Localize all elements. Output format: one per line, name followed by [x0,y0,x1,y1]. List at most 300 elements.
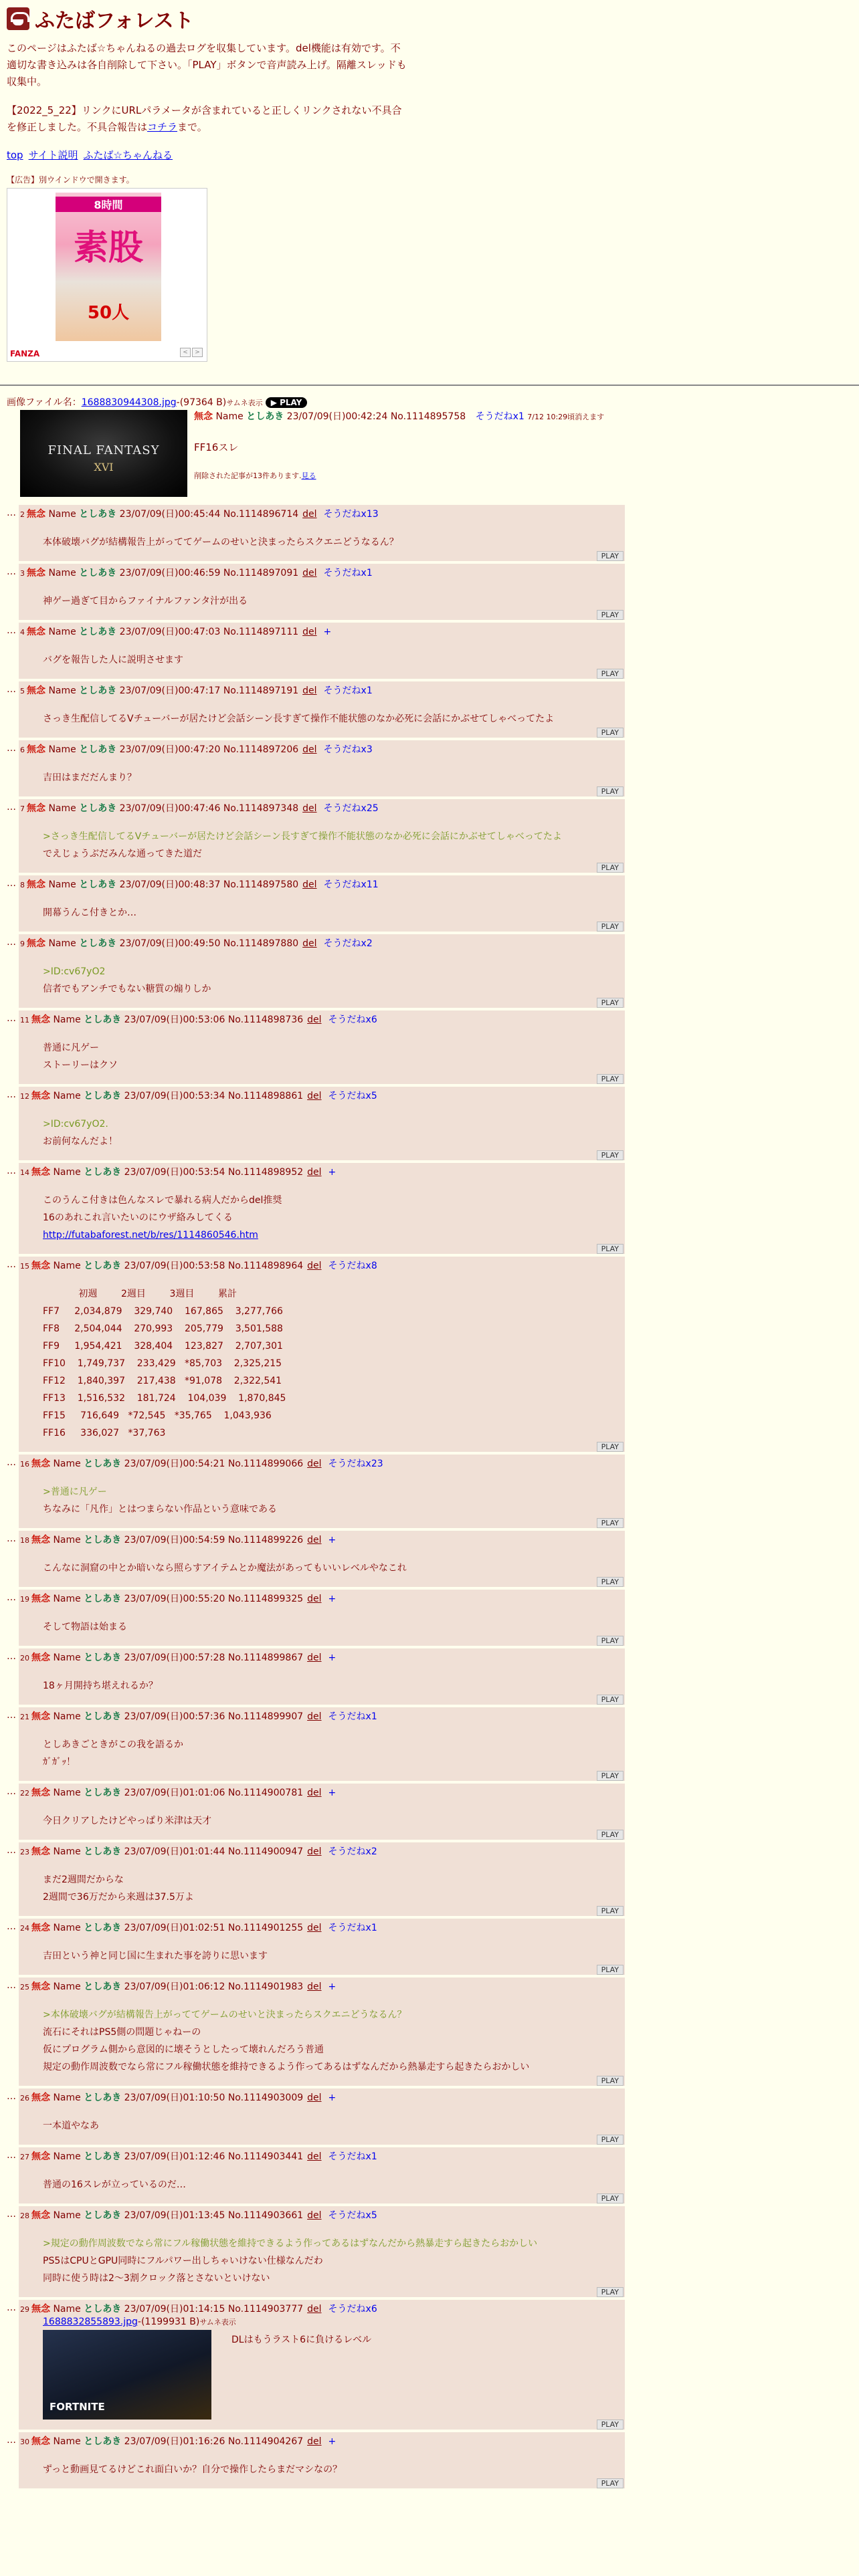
reply-text [43,769,624,786]
reply-text [43,1677,624,1695]
reply-play-row [20,610,624,620]
reply-del-link[interactable]: del [307,2092,322,2103]
reply-play-row [20,922,624,932]
reply-text [43,2176,624,2193]
reply-play-button[interactable]: PLAY [597,669,624,679]
reply-name-label: Name [53,1981,81,1992]
reply-name: としあき [84,1091,122,1101]
reply-header [20,1786,624,1800]
reply-post [7,564,859,623]
reply-header [20,566,624,580]
site-title: ふたばフォレスト [35,9,194,33]
reply-name: としあき [79,744,117,755]
reply-del-link[interactable]: del [302,627,317,637]
reply-name: としあき [84,1535,122,1545]
reply-dots-icon: … [7,2091,15,2102]
reply-dots-icon: … [7,1457,15,1468]
reply-subject: 無念 [31,2092,50,2103]
reply-name-label: Name [53,1594,81,1604]
reply-number-index: 16 [20,1460,29,1469]
reply-subject: 無念 [27,744,45,755]
reply-quote: >ID:cv67yO2. [43,1119,108,1130]
reply-subject: 無念 [27,568,45,578]
op-datetime: 23/07/09(日)00:42:24 [286,411,388,422]
reply-play-button[interactable]: PLAY [597,1577,624,1587]
reply-datetime: 23/07/09(日)01:01:06 [124,1788,225,1798]
op-name: としあき [246,411,284,422]
op-file-line [7,395,859,409]
reply-play-button[interactable]: PLAY [597,1518,624,1528]
reply-play-row [20,2193,624,2204]
img-reply-thumbnail[interactable] [43,2330,211,2420]
op-thumb-subtitle: XVI [94,461,114,473]
reply-datetime: 23/07/09(日)00:48:37 [119,879,221,890]
reply-number-index: 30 [20,2438,29,2446]
reply-name-label: Name [53,1167,81,1178]
reply-post-number: No.1114900947 [227,1846,304,1857]
reply-del-link[interactable]: del [307,1652,322,1663]
reply-del-link[interactable]: del [307,1788,322,1798]
reply-sodane-button[interactable]: そうだねx25 [323,803,379,814]
reply-number-index: 27 [20,2153,29,2161]
op-subject: 無念 [194,411,213,422]
reply-post [7,1087,859,1163]
reply-del-link[interactable]: del [302,568,317,578]
reply-del-link[interactable]: del [307,1981,322,1992]
reply-header [20,508,624,522]
reply-post [7,799,859,875]
reply-box [19,934,625,1008]
reply-post [7,875,859,934]
reply-header [20,1710,624,1724]
reply-sodane-button[interactable]: そうだねx13 [323,509,379,520]
reply-sodane-button[interactable]: + [328,1535,337,1545]
reply-play-button[interactable]: PLAY [597,610,624,620]
reply-name: としあき [84,1981,122,1992]
reply-body: 普通に凡ゲー ストーリーはクソ [43,1043,118,1071]
reply-number-index: 12 [20,1092,29,1101]
reply-sodane-button[interactable]: そうだねx3 [323,744,373,755]
ad-cover-bottom-text: 50人 [87,303,130,323]
reply-name: としあき [79,509,117,520]
reply-del-link[interactable]: del [307,2304,322,2315]
reply-post-number: No.1114897111 [223,627,299,637]
reply-number-index: 22 [20,1789,29,1798]
reply-quote: >さっき生配信してるVチューバーが居たけど会話シーン長すぎて操作不能状態のなか必死に会話にかぶせてしゃべってたよ [43,831,562,842]
reply-play-button[interactable]: PLAY [597,1771,624,1781]
reply-body: 神ゲー過ぎて目からファイナルファンタ汁が出る [43,596,248,607]
reply-text [43,593,624,610]
reply-post [7,1977,859,2088]
reply-play-button[interactable]: PLAY [597,1965,624,1975]
reply-del-link[interactable]: del [307,1535,322,1545]
reply-play-row [20,2076,624,2086]
reply-text [43,2235,624,2287]
reply-play-button[interactable]: PLAY [597,1906,624,1916]
reply-body: 今日クリアしたけどやっぱり米津は天才 [43,1816,211,1826]
ad-cover-image[interactable] [56,193,161,341]
reply-body: まだ2週間だからな 2週間で36万だから来週は37.5万よ [43,1874,194,1903]
reply-play-button[interactable]: PLAY [597,2193,624,2204]
reply-play-row [20,1636,624,1646]
reply-name-label: Name [53,1711,81,1722]
reply-box [19,1087,625,1160]
reply-name: としあき [84,2436,122,2447]
reply-del-link[interactable]: del [302,879,317,890]
reply-post-number: No.1114897348 [223,803,299,814]
reply-name-label: Name [53,1535,81,1545]
reply-post-number: No.1114899325 [227,1594,304,1604]
reply-play-button[interactable]: PLAY [597,1244,624,1254]
img-reply-file-link[interactable]: 1688832855893.jpg [43,2317,138,2327]
op-number: No.1114895758 [390,411,466,422]
reply-dots-icon: … [7,1592,15,1603]
reply-name-label: Name [53,1091,81,1101]
reply-header [20,1089,624,1103]
reply-subject: 無念 [31,1091,50,1101]
reply-post [7,1707,859,1784]
reply-header [20,2302,624,2317]
reply-header [20,1980,624,1994]
reply-sodane-button[interactable]: そうだねx5 [328,1091,377,1101]
reply-header [20,1259,624,1273]
reply-dots-icon: … [7,1845,15,1856]
reply-name: としあき [84,1261,122,1271]
reply-number-index: 7 [20,804,25,813]
reply-play-button[interactable]: PLAY [597,786,624,796]
reply-name: としあき [84,1788,122,1798]
reply-datetime: 23/07/09(日)01:14:15 [124,2304,225,2315]
reply-number-index: 4 [20,628,25,637]
reply-sodane-button[interactable]: そうだねx1 [323,685,373,696]
ad-banner[interactable] [7,188,207,362]
op-name-label: Name [215,411,244,422]
reply-name-label: Name [48,879,76,890]
reply-text [43,1285,624,1442]
reply-post-number: No.1114899907 [227,1711,304,1722]
reply-sodane-button[interactable]: + [328,2092,337,2103]
reply-play-button[interactable]: PLAY [597,2076,624,2086]
reply-play-button[interactable]: PLAY [597,2135,624,2145]
reply-post [7,1648,859,1707]
op-file-link[interactable]: 1688830944308.jpg [81,397,177,408]
op-deleted-note [194,470,604,481]
reply-datetime: 23/07/09(日)01:06:12 [124,1981,225,1992]
op-file-size: -(97364 B) [176,397,227,408]
reply-post-number: No.1114901255 [227,1923,304,1933]
reply-sodane-button[interactable]: + [328,1981,337,1992]
reply-link[interactable]: http://futabaforest.net/b/res/1114860546.htm [43,1230,258,1241]
reply-play-button[interactable]: PLAY [597,1074,624,1084]
ad-next-icon[interactable]: > [192,348,203,357]
reply-subject: 無念 [27,803,45,814]
reply-sodane-button[interactable]: + [328,1594,337,1604]
reply-post [7,740,859,799]
op-sodane-button[interactable]: そうだねx1 [475,411,524,422]
reply-post-number: No.1114901983 [227,1981,304,1992]
reply-box [19,623,625,679]
reply-box [19,564,625,620]
notice-text: 【2022_5_22】リンクにURLパラメータが含まれていると正しくリンクされない不具合を修正しました。不具合報告は [7,104,402,133]
reply-box [19,505,625,561]
reply-del-link[interactable]: del [302,803,317,814]
reply-subject: 無念 [27,509,45,520]
reply-box [19,2147,625,2204]
reply-name: としあき [84,1167,122,1178]
op-thumb-note: サムネ表示 [226,399,263,407]
reply-post [7,1919,859,1977]
reply-del-link[interactable]: del [302,938,317,949]
reply-datetime: 23/07/09(日)00:54:59 [124,1535,225,1545]
reply-play-button[interactable]: PLAY [597,2420,624,2430]
reply-number-index: 15 [20,1262,29,1271]
reply-dots-icon: … [7,1533,15,1544]
reply-datetime: 23/07/09(日)01:12:46 [124,2151,225,2162]
reply-del-link[interactable]: del [307,1846,322,1857]
reply-subject: 無念 [27,938,45,949]
reply-header [20,1592,624,1606]
reply-name: としあき [84,1711,122,1722]
reply-sodane-button[interactable]: そうだねx1 [328,2151,377,2162]
reply-post [7,1455,859,1531]
reply-name: としあき [84,2151,122,2162]
reply-sodane-button[interactable]: そうだねx2 [323,938,373,949]
reply-header [20,1166,624,1180]
reply-post-number: No.1114900781 [227,1788,304,1798]
reply-datetime: 23/07/09(日)00:53:54 [124,1167,225,1178]
reply-play-button[interactable]: PLAY [597,863,624,873]
reply-post-number: No.1114897091 [223,568,299,578]
reply-sodane-button[interactable]: + [328,2436,337,2447]
reply-post-number: No.1114898736 [227,1014,304,1025]
reply-play-button[interactable]: PLAY [597,1636,624,1646]
reply-sodane-button[interactable]: そうだねx11 [323,879,379,890]
reply-header [20,625,624,639]
reply-subject: 無念 [31,1711,50,1722]
reply-quote: >本体破壊バグが結構報告上がっててゲームのせいと決まったらスクエニどうなるん？ [43,2010,407,2020]
site-title-row [7,4,852,33]
reply-post [7,2432,859,2491]
img-reply-thumb-note: サムネ表示 [199,2318,236,2327]
reply-datetime: 23/07/09(日)01:13:45 [124,2210,225,2221]
nav-futaba-link[interactable]: ふたば☆ちゃんねる [83,149,173,161]
reply-play-button[interactable]: PLAY [597,1442,624,1452]
reply-text [43,2006,624,2076]
reply-box [19,1919,625,1975]
op-thumbnail[interactable] [20,410,187,497]
reply-post-number: No.1114899226 [227,1535,304,1545]
reply-play-row [20,1442,624,1452]
reply-box [19,1842,625,1916]
reply-text [43,1115,624,1150]
reply-name-label: Name [53,1846,81,1857]
reply-sodane-button[interactable]: そうだねx23 [328,1459,383,1469]
reply-sodane-button[interactable]: そうだねx1 [328,1923,377,1933]
reply-text [43,1618,624,1636]
op-file-play-button[interactable]: ▶ PLAY [266,397,308,408]
op-play-label: PLAY [280,398,302,407]
reply-body: 18ヶ月開持ち堪えれるか？ [43,1681,158,1691]
futaba-logo-icon [7,7,29,30]
nav-top-link[interactable]: top [7,149,23,161]
img-reply-thumb-text: FORTNITE [50,2401,105,2413]
reply-number-index: 18 [20,1536,29,1545]
reply-sodane-button[interactable]: そうだねx6 [328,2304,377,2315]
reply-del-link[interactable]: del [307,1459,322,1469]
reply-body: お前何なんだよ！ [43,1136,118,1147]
reply-header [20,2209,624,2223]
reply-body: バグを報告した人に説明させます [43,655,183,665]
reply-play-button[interactable]: PLAY [597,1830,624,1840]
reply-del-link[interactable]: del [302,744,317,755]
reply-del-link[interactable]: del [307,1261,322,1271]
reply-body: ちなみに「凡作」とはつまらない作品という意味である [43,1504,277,1515]
reply-sodane-button[interactable]: そうだねx1 [323,568,373,578]
reply-name-label: Name [48,509,76,520]
reply-sodane-button[interactable]: そうだねx2 [328,1846,377,1857]
ad-cover-top-text: 8時間 [56,197,161,212]
op-deleted-link[interactable]: 見る [301,471,316,480]
op-body [7,410,859,497]
reply-header [20,802,624,816]
reply-play-row [20,1244,624,1254]
reply-number-index: 25 [20,1983,29,1992]
reply-del-link[interactable]: del [307,1091,322,1101]
site-intro: このページはふたば☆ちゃんねるの過去ログを収集しています。del機能は有効です。不適切な書き込みは各自削除して下さい。「PLAY」ボタンで音声読み上げ。隔離スレッドも収集中。 [7,42,407,88]
reply-dots-icon: … [7,1980,15,1991]
reply-post [7,2300,859,2432]
reply-post-number: No.1114898964 [227,1261,304,1271]
reply-name-label: Name [53,2304,81,2315]
reply-play-button[interactable]: PLAY [597,1150,624,1160]
reply-del-link[interactable]: del [302,509,317,520]
reply-subject: 無念 [27,685,45,696]
reply-del-link[interactable]: del [307,2436,322,2447]
reply-body: 信者でもアンチでもない糖質の煽りしか [43,984,211,994]
reply-sodane-button[interactable]: そうだねx6 [328,1014,377,1025]
reply-datetime: 23/07/09(日)00:54:21 [124,1459,225,1469]
reply-play-row [20,1074,624,1084]
reply-name: としあき [84,1014,122,1025]
reply-sodane-button[interactable]: そうだねx8 [328,1261,377,1271]
reply-post-number: No.1114897206 [223,744,299,755]
reply-header [20,2435,624,2449]
reply-play-row [20,1906,624,1916]
reply-play-row [20,2287,624,2297]
reply-play-button[interactable]: PLAY [597,922,624,932]
bug-report-link[interactable]: コチラ [147,121,178,133]
reply-del-link[interactable]: del [307,2210,322,2221]
reply-subject: 無念 [31,1261,50,1271]
reply-dots-icon: … [7,566,15,577]
reply-dots-icon: … [7,937,15,948]
reply-text [43,1871,624,1906]
reply-play-row [20,863,624,873]
reply-del-link[interactable]: del [307,2151,322,2162]
reply-del-link[interactable]: del [307,1711,322,1722]
reply-datetime: 23/07/09(日)00:49:50 [119,938,221,949]
reply-body: そして物語は始まる [43,1622,127,1632]
reply-name-label: Name [48,803,76,814]
reply-number-index: 8 [20,881,25,889]
reply-sodane-button[interactable]: + [323,627,332,637]
reply-del-link[interactable]: del [307,1923,322,1933]
op-content [194,410,604,497]
reply-name-label: Name [48,627,76,637]
reply-box [19,1257,625,1452]
reply-number-index: 2 [20,510,25,519]
reply-header [20,2150,624,2164]
reply-del-link[interactable]: del [307,1014,322,1025]
nav-about-link[interactable]: サイト説明 [28,149,78,161]
reply-post [7,1842,859,1919]
reply-number-index: 3 [20,569,25,578]
reply-del-link[interactable]: del [307,1167,322,1178]
reply-sodane-button[interactable]: + [328,1652,337,1663]
reply-subject: 無念 [31,1788,50,1798]
op-file-label: 画像ファイル名： [7,397,82,408]
reply-post-number: No.1114903009 [227,2092,304,2103]
reply-post [7,2088,859,2147]
reply-post [7,1010,859,1087]
reply-post-number: No.1114903441 [227,2151,304,2162]
ad-brand-logo: FANZA [10,349,40,358]
reply-sodane-button[interactable]: そうだねx5 [328,2210,377,2221]
reply-box [19,1531,625,1587]
reply-name-label: Name [53,2210,81,2221]
reply-play-button[interactable]: PLAY [597,998,624,1008]
reply-body: PS5はCPUとGPU同時にフルパワー出しちゃいけない仕様なんだわ 同時に使う時は2～3割クロック落とさないといけない [43,2256,323,2284]
reply-dots-icon: … [7,508,15,518]
reply-dots-icon: … [7,1710,15,1721]
img-reply-text: DLはもうラスト6に負けるレベル [231,2335,372,2345]
reply-post [7,1163,859,1257]
reply-dots-icon: … [7,1089,15,1100]
reply-sodane-button[interactable]: + [328,1167,337,1178]
reply-post-number: No.1114903777 [227,2304,304,2315]
reply-play-row [20,2478,624,2488]
reply-play-button[interactable]: PLAY [597,551,624,561]
reply-sodane-button[interactable]: そうだねx1 [328,1711,377,1722]
reply-datetime: 23/07/09(日)00:47:46 [119,803,221,814]
reply-play-button[interactable]: PLAY [597,728,624,738]
reply-datetime: 23/07/09(日)00:47:20 [119,744,221,755]
reply-text [43,651,624,669]
reply-play-button[interactable]: PLAY [597,2287,624,2297]
reply-del-link[interactable]: del [307,1594,322,1604]
reply-number-index: 19 [20,1595,29,1604]
reply-play-row [20,2135,624,2145]
reply-datetime: 23/07/09(日)00:47:17 [119,685,221,696]
reply-body: 普通の16スレが立っているのだ… [43,2179,186,2190]
reply-play-button[interactable]: PLAY [597,1695,624,1705]
ad-prev-icon[interactable]: < [180,348,191,357]
reply-box [19,2300,625,2430]
reply-box [19,2432,625,2488]
reply-play-button[interactable]: PLAY [597,2478,624,2488]
reply-del-link[interactable]: del [302,685,317,696]
op-post [0,395,859,497]
reply-number-index: 11 [20,1016,29,1025]
reply-subject: 無念 [31,1459,50,1469]
ad-label: 【広告】別ウインドウで開きます。 [7,175,134,185]
reply-dots-icon: … [7,1259,15,1270]
reply-sodane-button[interactable]: + [328,1788,337,1798]
reply-dots-icon: … [7,1166,15,1176]
reply-post-number: No.1114904267 [227,2436,304,2447]
reply-name-label: Name [48,938,76,949]
reply-dots-icon: … [7,1651,15,1662]
